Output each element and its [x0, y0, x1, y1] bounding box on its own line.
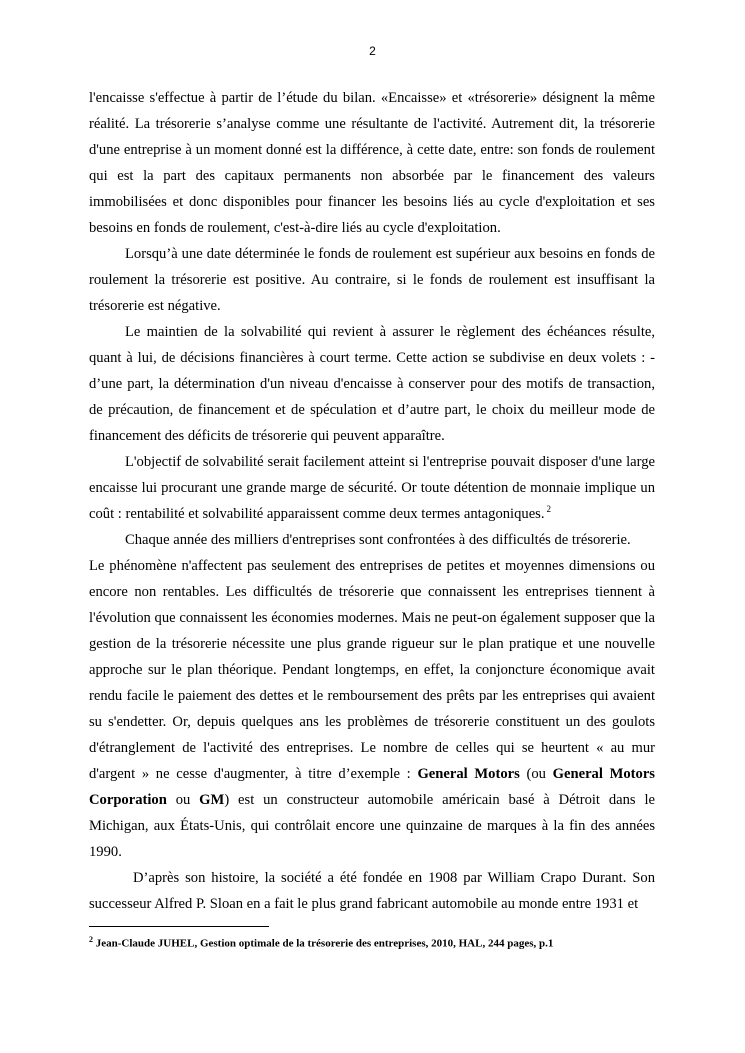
paragraph-6	[89, 553, 655, 865]
paragraph-6-text: Le phénomène n'affectent pas seulement des entreprises de petites et moyennes dimensions ou encore non rentables. Les difficultés de trésorerie que connaissent les entreprises tiennent à l'évolution que connaissent les économies modernes. Mais ne peut-on également supposer que la gestion de la trésorerie nécessite une plus grande rigueur sur le plan pratique et une nouvelle approche sur le plan théorique. Pendant longtemps, en effet, la conjoncture économique avait rendu facile le paiement des dettes et le remboursement des prêts par les entreprises qui avaient su s'endetter. Or, depuis quelques ans les problèmes de trésorerie constituent un des goulots d'étranglement de l'activité des entreprises. Le nombre de celles qui se heurtent « au mur d'argent » ne cesse d'augmenter, à titre d’exemple :	[89, 558, 655, 782]
gm-description: ) est un constructeur automobile américain basé à Détroit dans le Michigan, aux États-Unis, qui contrôlait encore une quinzaine de marques à la fin des années 1990.	[89, 792, 655, 860]
footnote-reference[interactable]: 2	[546, 504, 552, 515]
paragraph-4	[89, 449, 655, 527]
footnote	[89, 933, 655, 951]
gm-corporation-name: General Motors Corporation	[89, 766, 655, 808]
footnote-text: Jean-Claude JUHEL, Gestion optimale de la trésorerie des entreprises, 2010, HAL, 244 pages, p.1	[93, 937, 554, 950]
paragraph-3: Le maintien de la solvabilité qui revient à assurer le règlement des échéances résulte, quant à lui, de décisions financières à court terme. Cette action se subdivise en deux volets : -d’une part, la détermination d'un niveau d'encaisse à conserver pour des motifs de transaction, de précaution, de financement et de spéculation et d’autre part, le choix du meilleur mode de financement des déficits de trésorerie qui peuvent apparaître.	[89, 324, 655, 444]
paragraph-2: Lorsqu’à une date déterminée le fonds de roulement est supérieur aux besoins en fonds de roulement la trésorerie est positive. Au contraire, si le fonds de roulement est insuffisant la trésorerie est négative.	[89, 246, 655, 314]
gm-abbreviation: GM	[199, 792, 225, 808]
footnote-separator	[89, 926, 269, 927]
footnote-number: 2	[89, 935, 93, 944]
gm-or-word: ou	[166, 792, 200, 808]
gm-name: General Motors	[417, 766, 520, 782]
body-text	[89, 85, 655, 917]
gm-open-paren: (ou	[519, 766, 553, 782]
paragraph-4-text: L'objectif de solvabilité serait facilement atteint si l'entreprise pouvait disposer d'une large encaisse lui procurant une grande marge de sécurité. Or toute détention de monnaie implique un coût : rentabilité et solvabilité apparaissent comme deux termes antagoniques.	[89, 454, 655, 522]
page-number: 2	[369, 44, 376, 58]
paragraph-1: l'encaisse s'effectue à partir de l’étude du bilan. «Encaisse» et «trésorerie» désignent la même réalité. La trésorerie s’analyse comme une résultante de l'activité. Autrement dit, la trésorerie d'une entreprise à un moment donné est la différence, à cette date, entre: son fonds de roulement qui est la part des capitaux permanents non absorbée par le financement des valeurs immobilisées et donc disponibles pour financer les besoins liés au cycle d'exploitation et ses besoins en fonds de roulement, c'est-à-dire liés au cycle d'exploitation.	[89, 90, 655, 236]
paragraph-7: D’après son histoire, la société a été fondée en 1908 par William Crapo Durant. Son successeur Alfred P. Sloan en a fait le plus grand fabricant automobile au monde entre 1931 et	[89, 870, 655, 912]
paragraph-5: Chaque année des milliers d'entreprises sont confrontées à des difficultés de trésorerie.	[125, 532, 631, 548]
